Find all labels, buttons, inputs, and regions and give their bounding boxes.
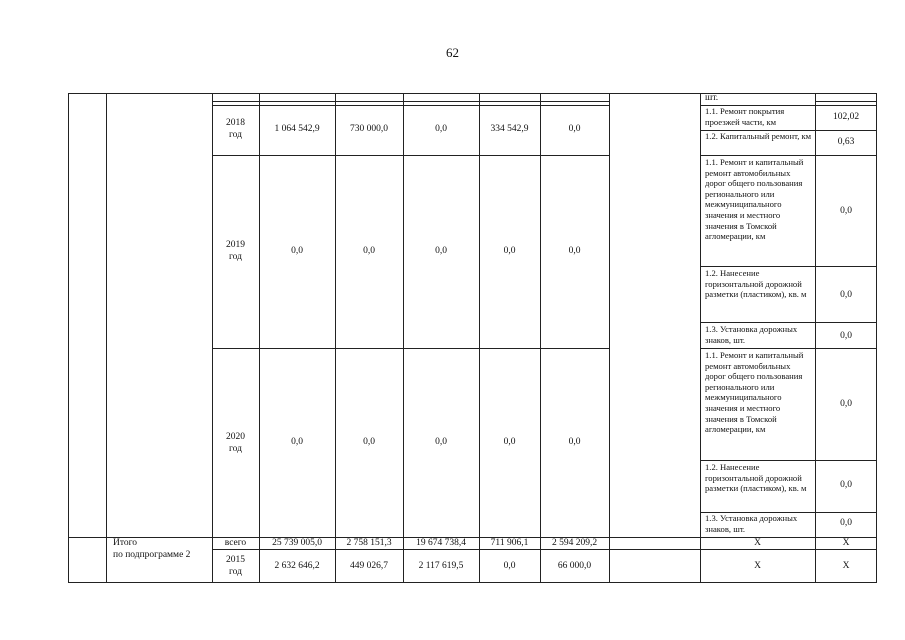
cell-2018-total: 1 064 542,9 (274, 124, 320, 134)
cell-2019-federal: 0,0 (363, 246, 375, 256)
cell-2018-other: 0,0 (568, 124, 581, 134)
indicator-2018-2: 1.2. Капитальный ремонт, км (705, 131, 812, 141)
value-2018-1: 102,02 (832, 112, 860, 122)
value-2019-2: 0,0 (840, 290, 852, 300)
indicator-2020-2: 1.2. Нанесение горизонтальной дорожной разметки (пластиком), кв. м (705, 462, 807, 494)
indicator-2019-2: 1.2. Нанесение горизонтальной дорожной разметки (пластиком), кв. м (705, 268, 807, 300)
page-number: 62 (446, 45, 459, 60)
indicator-2019-1: 1.1. Ремонт и капитальный ремонт автомобильных дорог общего пользования регионального или межмуниципального значения и местного значения в Томской агломерации, км (705, 157, 804, 242)
cell-2020-regional: 0,0 (435, 437, 447, 447)
total-2015-v2: 449 026,7 (350, 561, 388, 571)
value-2020-2: 0,0 (840, 480, 852, 490)
cell-2018-local: 334 542,9 (490, 124, 529, 134)
total-vsego-v4: 711 906,1 (490, 538, 529, 548)
value-2019-3: 0,0 (840, 331, 852, 341)
cell-2019-other: 0,0 (568, 246, 581, 256)
top-fragment-text: шт. (705, 93, 719, 103)
total-2015-x2: X (842, 561, 850, 571)
total-label: Итого по подпрограмме 2 (113, 538, 191, 560)
year-2020-label: 2020 год (226, 432, 245, 454)
indicator-2018-1: 1.1. Ремонт покрытия проезжей части, км (705, 106, 785, 127)
total-vsego-label: всего (224, 538, 247, 548)
total-vsego-x2: X (842, 538, 850, 548)
cell-2020-total: 0,0 (291, 437, 303, 447)
cell-2019-regional: 0,0 (435, 246, 447, 256)
total-vsego-x1: X (754, 538, 761, 548)
cell-2020-other: 0,0 (568, 437, 581, 447)
total-2015-label: 2015 год (226, 555, 245, 577)
total-2015-v1: 2 632 646,2 (274, 561, 320, 571)
value-2018-2: 0,63 (837, 137, 855, 147)
cell-2019-total: 0,0 (291, 246, 303, 256)
total-vsego-v2: 2 758 151,3 (346, 538, 392, 548)
cell-2019-local: 0,0 (503, 246, 516, 256)
cell-2018-federal: 730 000,0 (350, 124, 388, 134)
total-2015-v3: 2 117 619,5 (418, 561, 464, 571)
indicator-2019-3: 1.3. Установка дорожных знаков, шт. (705, 324, 798, 345)
total-2015-x1: X (754, 561, 761, 571)
value-2020-1: 0,0 (840, 399, 852, 409)
indicator-2020-3: 1.3. Установка дорожных знаков, шт. (705, 513, 798, 534)
total-2015-v4: 0,0 (503, 561, 516, 571)
year-2019-label: 2019 год (226, 240, 245, 262)
indicator-2020-1: 1.1. Ремонт и капитальный ремонт автомобильных дорог общего пользования регионального или межмуниципального значения и местного значения в Томской агломерации, км (705, 350, 804, 435)
cell-2020-local: 0,0 (503, 437, 516, 447)
total-vsego-v5: 2 594 209,2 (551, 538, 598, 548)
cell-2018-regional: 0,0 (435, 124, 447, 134)
total-vsego-v1: 25 739 005,0 (272, 538, 322, 548)
value-2020-3: 0,0 (840, 518, 852, 528)
total-2015-v5: 66 000,0 (557, 561, 592, 571)
value-2019-1: 0,0 (840, 206, 852, 216)
total-vsego-v3: 19 674 738,4 (416, 538, 466, 548)
year-2018-label: 2018 год (226, 118, 245, 140)
cell-2020-federal: 0,0 (363, 437, 375, 447)
